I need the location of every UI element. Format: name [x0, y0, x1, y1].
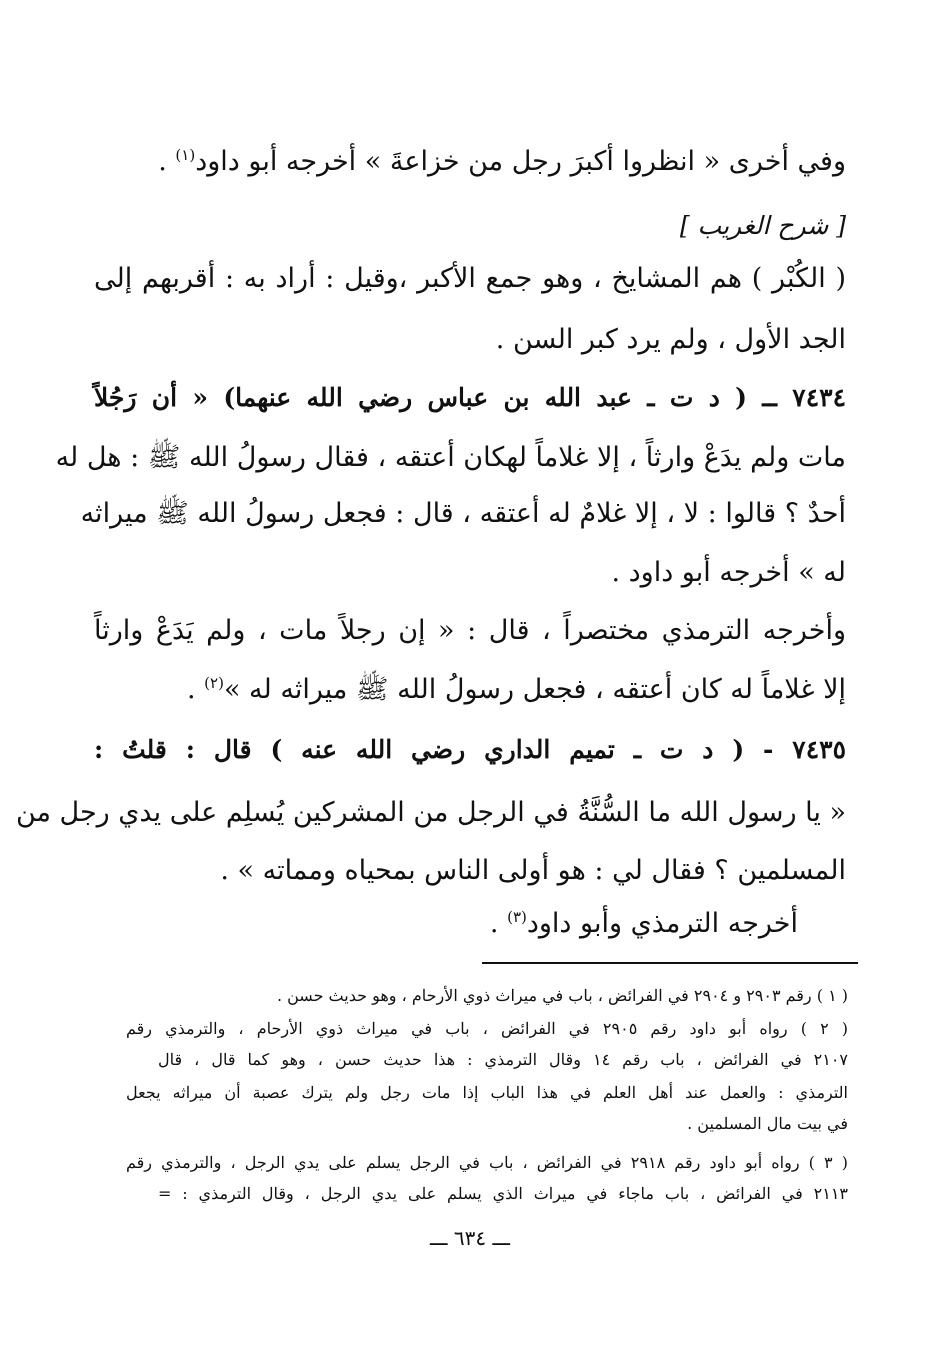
footnote-2-line-1: ( ٢ ) رواه أبو داود رقم ٢٩٠٥ في الفرائض ، باب في ميراث ذوي الأرحام ، والترمذي رقم — [126, 1019, 849, 1038]
footnote-marker-3: (٣) — [507, 908, 527, 926]
main-line-1 — [94, 142, 846, 182]
footnote-1: ( ١ ) رقم ٢٩٠٣ و ٢٩٠٤ في الفرائض ، باب في ميراث ذوي الأرحام ، وهو حديث حسن . — [276, 986, 848, 1005]
main-line-9 — [94, 670, 846, 710]
footnote-3-line-1: ( ٣ ) رواه أبو داود رقم ٢٩١٨ في الفرائض ، باب في الرجل يسلم على يدي الرجل ، والترمذي رقم — [126, 1153, 849, 1172]
line-end-period: . — [186, 674, 196, 705]
section-heading: [ شرح الغريب ] — [679, 211, 846, 240]
footnote-marker-2: (٢) — [204, 674, 224, 692]
main-line-8: وأخرجه الترمذي مختصراً ، قال : « إن رجلاً مات ، ولم يَدَعْ وارثاً — [94, 615, 846, 646]
footnote-3-line-2: ٢١١٣ في الفرائض ، باب ماجاء في ميراث الذي يسلم على يدي الرجل ، وقال الترمذي : = — [158, 1184, 849, 1203]
main-line-6: أحدٌ ؟ قالوا : لا ، إلا غلامٌ له أعتقه ، قال : فجعل رسولُ الله ﷺ ميراثه — [80, 498, 846, 529]
main-line-11: « يا رسول الله ما السُّنَّةُ في الرجل من المشركين يُسلِم على يدي رجل من — [15, 797, 846, 828]
main-line-7: له » أخرجه أبو داود . — [611, 557, 846, 588]
hadith-heading-7434: ٧٤٣٤ ــ ( د ت ـ عبد الله بن عباس رضي الله عنهما) « أن رَجُلاً — [94, 383, 846, 412]
main-line-5: مات ولم يدَعْ وارثاً ، إلا غلاماً لهكان أعتقه ، فقال رسولُ الله ﷺ : هل له — [55, 442, 846, 473]
main-line-2: ( الكُبْر ) هم المشايخ ، وهو جمع الأكبر ،وقيل : أراد به : أقربهم إلى — [94, 263, 846, 294]
main-line-12: المسلمين ؟ فقال لي : هو أولى الناس بمحياه ومماته » . — [220, 855, 846, 886]
page-number: ـــ ٦٣٤ ـــ — [429, 1226, 511, 1250]
footnote-2-line-4: في بيت مال المسلمين . — [687, 1114, 848, 1133]
main-line-1-text: وفي أخرى « انظروا أكبرَ رجل من خزاعةَ » أخرجه أبو داود — [195, 146, 846, 177]
line-end-period: . — [158, 146, 167, 177]
main-line-13-text: أخرجه الترمذي وأبو داود — [526, 908, 798, 939]
footnote-separator — [482, 962, 858, 964]
main-line-3: الجد الأول ، ولم يرد كبر السن . — [495, 324, 846, 355]
line-end-period: . — [489, 908, 499, 939]
footnote-2-line-3: الترمذي : والعمل عند أهل العلم في هذا الباب إذا مات رجل ولم يترك عصبة أن ميراثه يجعل — [126, 1083, 848, 1102]
hadith-heading-7435: ٧٤٣٥ - ( د ت ـ تميم الداري رضي الله عنه ) قال : قلتُ : — [94, 735, 846, 764]
main-line-9-text: إلا غلاماً له كان أعتقه ، فجعل رسولُ الله ﷺ ميراثه له » — [223, 674, 846, 705]
footnote-marker-1: (١) — [175, 146, 196, 164]
footnote-2-line-2: ٢١٠٧ في الفرائض ، باب رقم ١٤ وقال الترمذي : هذا حديث حسن ، وهو كما قال ، قال — [158, 1050, 849, 1069]
main-line-13 — [94, 904, 798, 944]
